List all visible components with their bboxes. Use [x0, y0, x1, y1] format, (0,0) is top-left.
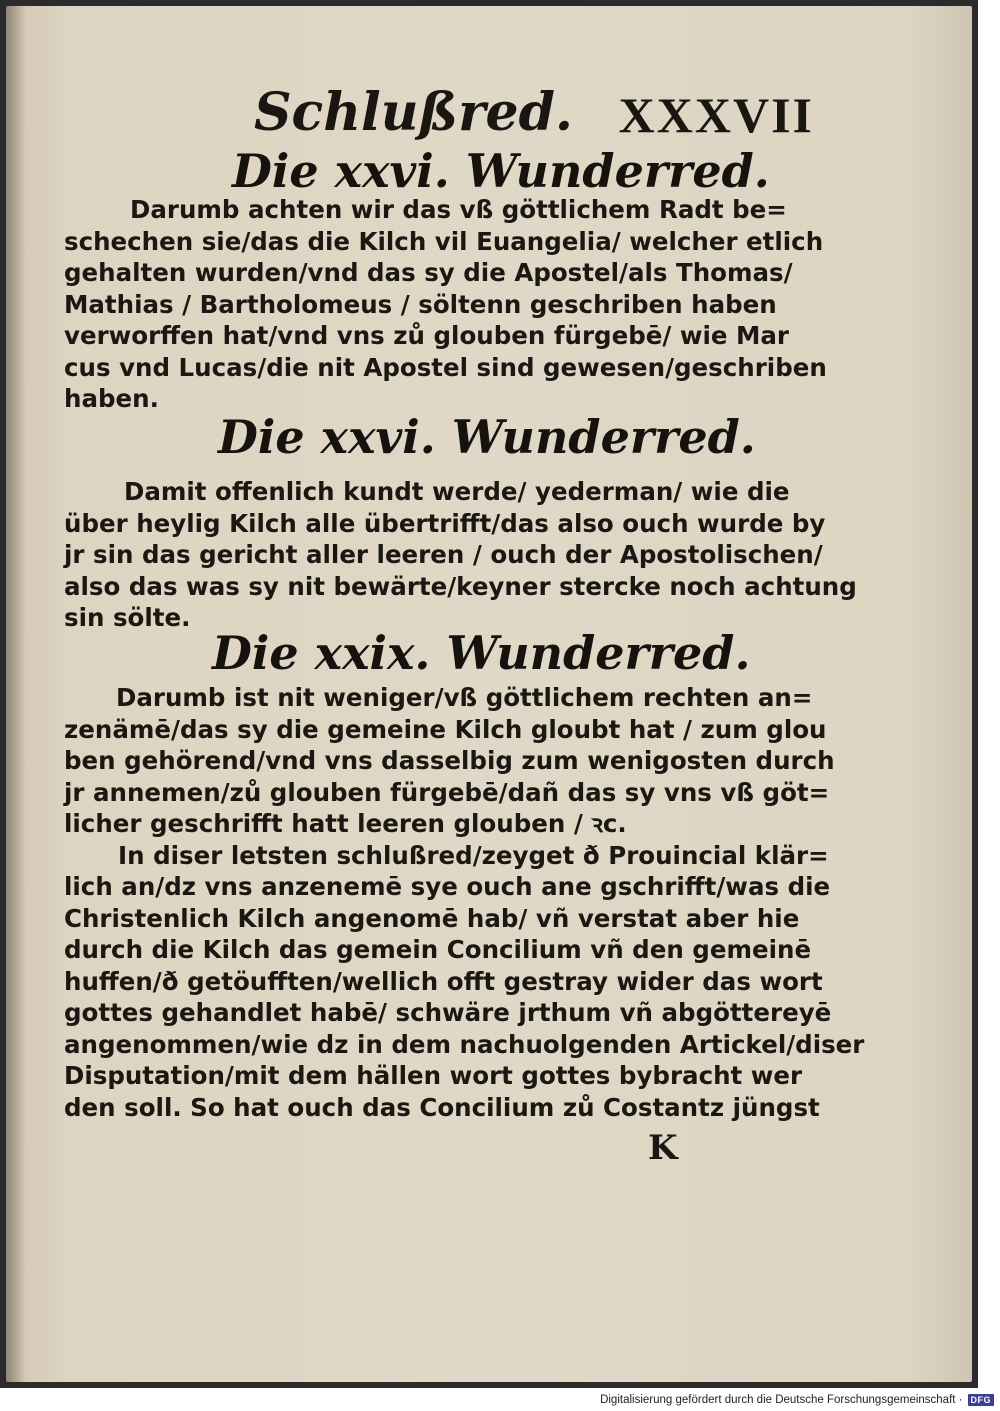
- text-line: über heylig Kilch alle übertrifft/das also ouch wurde by: [64, 508, 826, 538]
- running-head: [254, 82, 814, 152]
- page-gutter-shadow: [6, 6, 26, 1382]
- text-line: Damit offenlich kundt werde/ yederman/ wie die: [124, 477, 790, 506]
- section-heading-3: Die xxix. Wunderred.: [212, 626, 751, 680]
- text-line: also das was sy nit bewärte/keyner stercke noch achtung: [64, 571, 857, 601]
- text-line: ben gehörend/vnd vns dasselbig zum wenigosten durch: [64, 746, 835, 775]
- text-line: verworffen hat/vnd vns zů glouben fürgebē/ wie Mar: [64, 321, 789, 350]
- text-line: Darumb ist nit weniger/vß göttlichem rechten an=: [116, 683, 813, 712]
- section-text-2: [64, 476, 857, 634]
- text-line: lich an/dz vns anzenemē sye ouch ane gschrifft/was die: [64, 872, 831, 901]
- text-line: cus vnd Lucas/die nit Apostel sind gewesen/geschriben: [64, 352, 827, 382]
- text-line: schechen sie/das die Kilch vil Euangelia/ welcher etlich: [64, 226, 824, 256]
- catchword: K: [648, 1128, 678, 1168]
- text-line: zenämē/das sy die gemeine Kilch gloubt hat / zum glou: [64, 714, 827, 744]
- text-line: angenommen/wie dz in dem nachuolgenden Artickel/diser: [64, 1029, 865, 1059]
- text-line: Darumb achten wir das vß göttlichem Radt be=: [130, 195, 787, 224]
- text-line: In diser letsten schlußred/zeyget ð Prouincial klär=: [118, 840, 829, 870]
- running-head-title: Schlußred.: [254, 82, 574, 143]
- text-line: huffen/ð getöufften/wellich offt gestray wider das wort: [64, 966, 823, 996]
- text-line: durch die Kilch das gemein Concilium vñ den gemeinē: [64, 935, 812, 964]
- text-line: haben.: [64, 384, 159, 413]
- section-text-1: [64, 194, 827, 415]
- text-line: sin sölte.: [64, 603, 191, 632]
- text-line: den soll. So hat ouch das Concilium zů Costantz jüngst: [64, 1092, 820, 1122]
- section-heading-2: Die xxvi. Wunderred.: [218, 410, 756, 464]
- text-line: gottes gehandlet habē/ schwäre jrthum vñ abgöttereyē: [64, 998, 832, 1027]
- footer-text: Digitalisierung gefördert durch die Deutsche Forschungsgemeinschaft ·: [600, 1393, 963, 1406]
- text-line: Mathias / Bartholomeus / söltenn geschriben haben: [64, 289, 777, 319]
- dfg-logo: DFG: [968, 1394, 995, 1406]
- text-line: Disputation/mit dem hällen wort gottes bybracht wer: [64, 1061, 803, 1090]
- text-line: Christenlich Kilch angenomē hab/ vñ verstat aber hie: [64, 903, 800, 933]
- text-line: jr sin das gericht aller leeren / ouch der Apostolischen/: [64, 540, 823, 569]
- section-heading-1: Die xxvi. Wunderred.: [232, 144, 770, 198]
- footer-credit: [600, 1388, 1000, 1411]
- text-line: gehalten wurden/vnd das sy die Apostel/als Thomas/: [64, 258, 793, 287]
- section-text-3: [64, 682, 865, 1123]
- folio-number: XXXVII: [618, 87, 814, 143]
- text-line: licher geschrifft hatt leeren glouben / ꝛc.: [64, 809, 627, 838]
- text-line: jr annemen/zů glouben fürgebē/dañ das sy vns vß göt=: [64, 777, 830, 807]
